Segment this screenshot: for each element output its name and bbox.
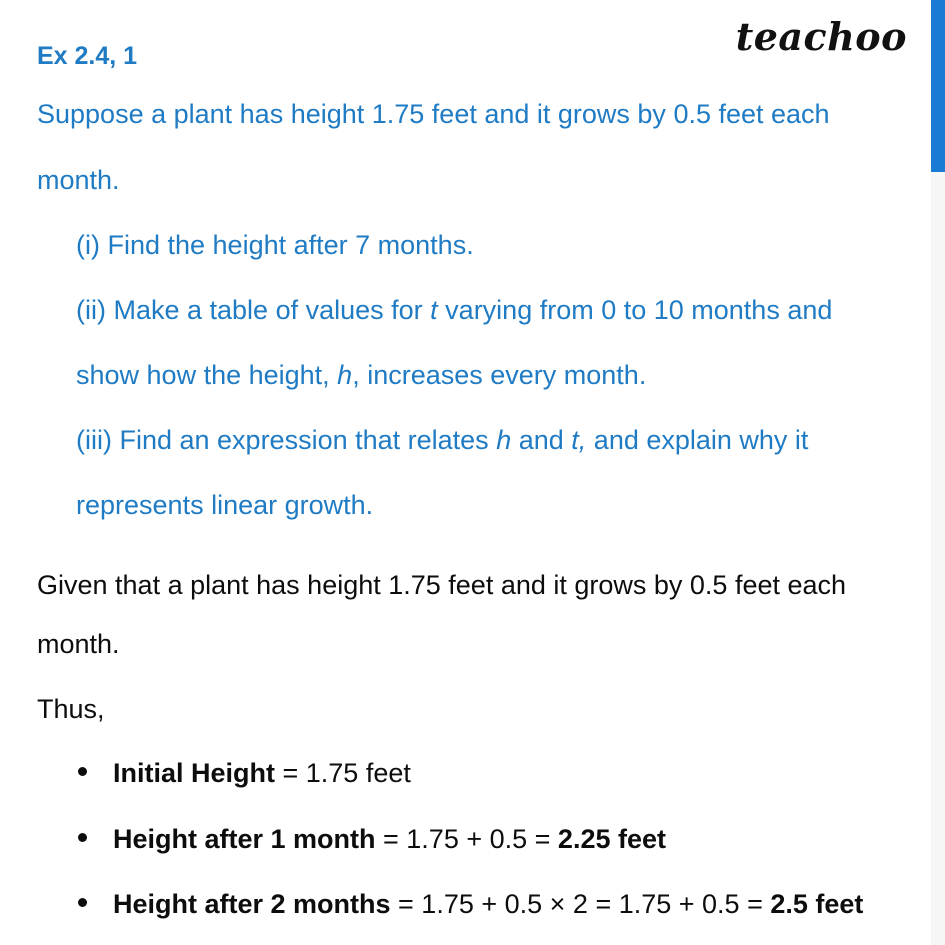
question-part-ii-line-2 [76,358,646,392]
text-segment: show how the height, [76,360,338,390]
question-part-i: (i) Find the height after 7 months. [76,230,474,260]
list-item [78,756,411,790]
bullet-icon [78,767,87,776]
question-line-1: Suppose a plant has height 1.75 feet and it grows by 0.5 feet each [37,99,830,129]
solution-given-line-1: Given that a plant has height 1.75 feet and it grows by 0.5 feet each [37,570,847,600]
bullet-result: 2.25 feet [557,824,666,854]
solution-given-line-2: month. [37,629,120,659]
question-part-ii-line-1 [76,293,832,327]
bullet-label: Initial Height [113,758,275,788]
question-line-2: month. [37,165,120,195]
teachoo-logo: teachoo [735,14,907,59]
list-item [78,822,666,856]
bullet-result: 2.5 feet [770,889,864,919]
text-segment: and [511,425,572,455]
text-segment: (iii) Find an expression that relates [76,425,497,455]
variable-t: t, [571,425,587,455]
question-part-iii-line-2: represents linear growth. [76,490,374,520]
list-item [78,887,863,921]
text-segment: (ii) Make a table of values for [76,295,431,325]
bullet-label: Height after 1 month [113,824,376,854]
text-segment: and explain why it [586,425,809,455]
bullet-expression: = 1.75 feet [275,758,411,788]
exercise-title: Ex 2.4, 1 [37,42,138,70]
variable-h: h [337,360,353,390]
text-segment: , increases every month. [352,360,647,390]
bullet-icon [78,898,87,907]
question-part-iii-line-1 [76,423,808,457]
scrollbar-track[interactable] [931,0,945,945]
scrollbar-thumb[interactable] [931,0,945,172]
variable-t: t [430,295,438,325]
variable-h: h [496,425,512,455]
bullet-expression: = 1.75 + 0.5 = [375,824,558,854]
bullet-icon [78,833,87,842]
bullet-expression: = 1.75 + 0.5 × 2 = 1.75 + 0.5 = [390,889,771,919]
solution-thus: Thus, [37,694,105,724]
text-segment: varying from 0 to 10 months and [437,295,833,325]
bullet-label: Height after 2 months [113,889,391,919]
